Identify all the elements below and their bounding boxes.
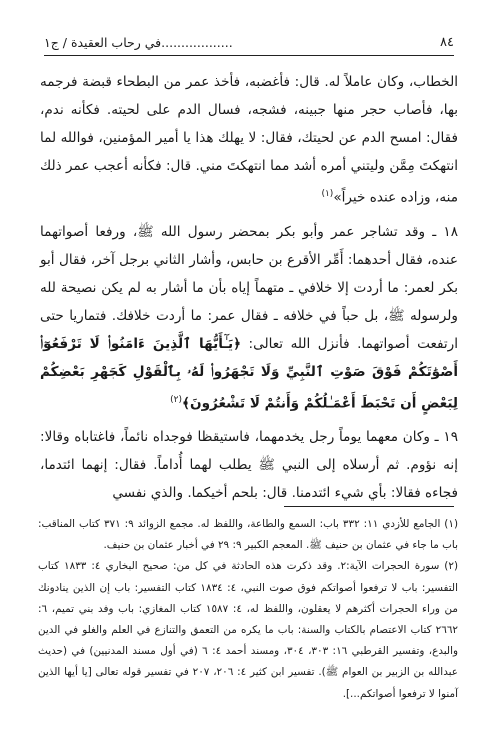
quran-verse: ﴿يَـٰٓأَيُّهَا ٱلَّذِينَ ءَامَنُوا۟ لَا تَرْفَعُوٓا۟ أَصْوَٰتَكُمْ فَوْقَ صَوْتِ ٱلنَّبِيِّ وَلَا تَجْهَرُوا۟ لَهُۥ بِٱلْقَوْلِ كَجَهْرِ بَعْضِكُمْ لِبَعْضٍ أَن تَحْبَطَ أَعْمَـٰلُكُمْ وَأَنتُمْ لَا تَشْعُرُونَ﴾: [40, 335, 458, 412]
page-header: [44, 32, 454, 50]
footnotes: [38, 514, 458, 705]
footnote-1: (١) الجامع للأزدي ١١: ٣٣٢ باب: السمع والطاعة، واللفظ له. مجمع الزوائد ٩: ٣٧١ كتاب المناقب: باب ما جاء في عثمان بن حنيف ﷺ. المعجم الكبير ٩: ٢٩ في أخبار عثمان بن حنيف.: [38, 518, 458, 552]
page-number: ٨٤: [440, 35, 454, 50]
footnote-2: (٢) سورة الحجرات الآية:٢. وقد ذكرت هذه الحادثة في كل من: صحيح البخاري ٤: ١٨٣٣ كتاب التفسير: باب لا ترفعوا أصواتكم فوق صوت النبي، ٤: ١٨٣٤ كتاب التفسير: باب إن الذين ينادونك من وراء الحجرات أكثرهم لا يعقلون، واللفظ له، ٤: ١٥٨٧ كتاب المغازي: باب وفد بني تميم، ٦: ٢٦٦٢ كتاب الاعتصام بالكتاب والسنة: باب ما يكره من التعمق والتنازع في العلم والغلو في الدين والبدع، وتفسير القرطبي ١٦: ٣٠٣، ٣٠٤، ومسند أحمد ٤: ٦ (في أول مسند المدنيين) في (حديث عبدالله بن الزبير بن العوام ﷺ). تفسير ابن كثير ٤: ٢٠٦، ٢٠٧ في تفسير قوله تعالى [يا أيها الذين آمنوا لا ترفعوا أصواتكم...].: [38, 560, 458, 700]
paragraph-1: الخطاب، وكان عاملاً له. قال: فأغضبه، فأخذ عمر من البطحاء قبضة فرجمه بها، فأصاب حجر منها جبينه، فشجه، فسال الدم على لحيته. فكأنه ندم، فقال: امسح الدم عن لحيتك، فقال: لا يهلك هذا يا أمير المؤمنين، فوالله لما انتهكتَ مِمَّن وليتني أمره أشد مما انتهكتَ مني. قال: فكأنه أعجب عمر ذلك منه، وزاده عنده خيراً»$^{(١)}$: [40, 74, 458, 206]
paragraph-19: ١٩ ـ وكان معهما يوماً رجل يخدمهما، فاستيقظا فوجداه نائماً، فاغتاباه وقالا: إنه نؤوم. ثم أرسلاه إلى النبي ﷺ يطلب لهما أُداماً. فقال: إنهما ائتدما، فجاءه فقالا: بأي شيء ائتدمنا. قال: بلحم أخيكما. والذي نفسي: [40, 429, 458, 502]
main-text: [40, 68, 458, 513]
running-title: ..................في رحاب العقيدة / ج١: [44, 35, 233, 50]
footnote-ref-2: (٢): [170, 394, 183, 405]
footnote-rule: [284, 506, 454, 507]
footnote-ref-1: (١): [321, 189, 334, 199]
header-rule: [44, 55, 454, 56]
paragraph-18: ١٨ ـ وقد تشاجر عمر وأبو بكر بمحضر رسول الله ﷺ، ورفعا أصواتهما عنده، فقال أحدهما: أَمِّر الأقرع بن حابس، وأشار الثاني برجل آخر، فقال أبو بكر لعمر: ما أردت إلا خلافي ـ متهماً إياه بأن ما أشار به لم يكن نصيحة لله ولرسوله ﷺ، بل حباً في خلافه ـ فقال عمر: ما أردت خلافك. فتماريا حتى ارتفعت أصواتهما. فأنزل الله تعالى: ﴿يَـٰٓأَيُّهَا ٱلَّذِينَ ءَامَنُوا۟ لَا تَرْفَعُوٓا۟ أَصْوَٰتَكُمْ فَوْقَ صَوْتِ ٱلنَّبِيِّ وَلَا تَجْهَرُوا۟ لَهُۥ بِٱلْقَوْلِ كَجَهْرِ بَعْضِكُمْ لِبَعْضٍ أَن تَحْبَطَ أَعْمَـٰلُكُمْ وَأَنتُمْ لَا تَشْعُرُونَ﴾$^{(٢)}$: [40, 223, 458, 412]
